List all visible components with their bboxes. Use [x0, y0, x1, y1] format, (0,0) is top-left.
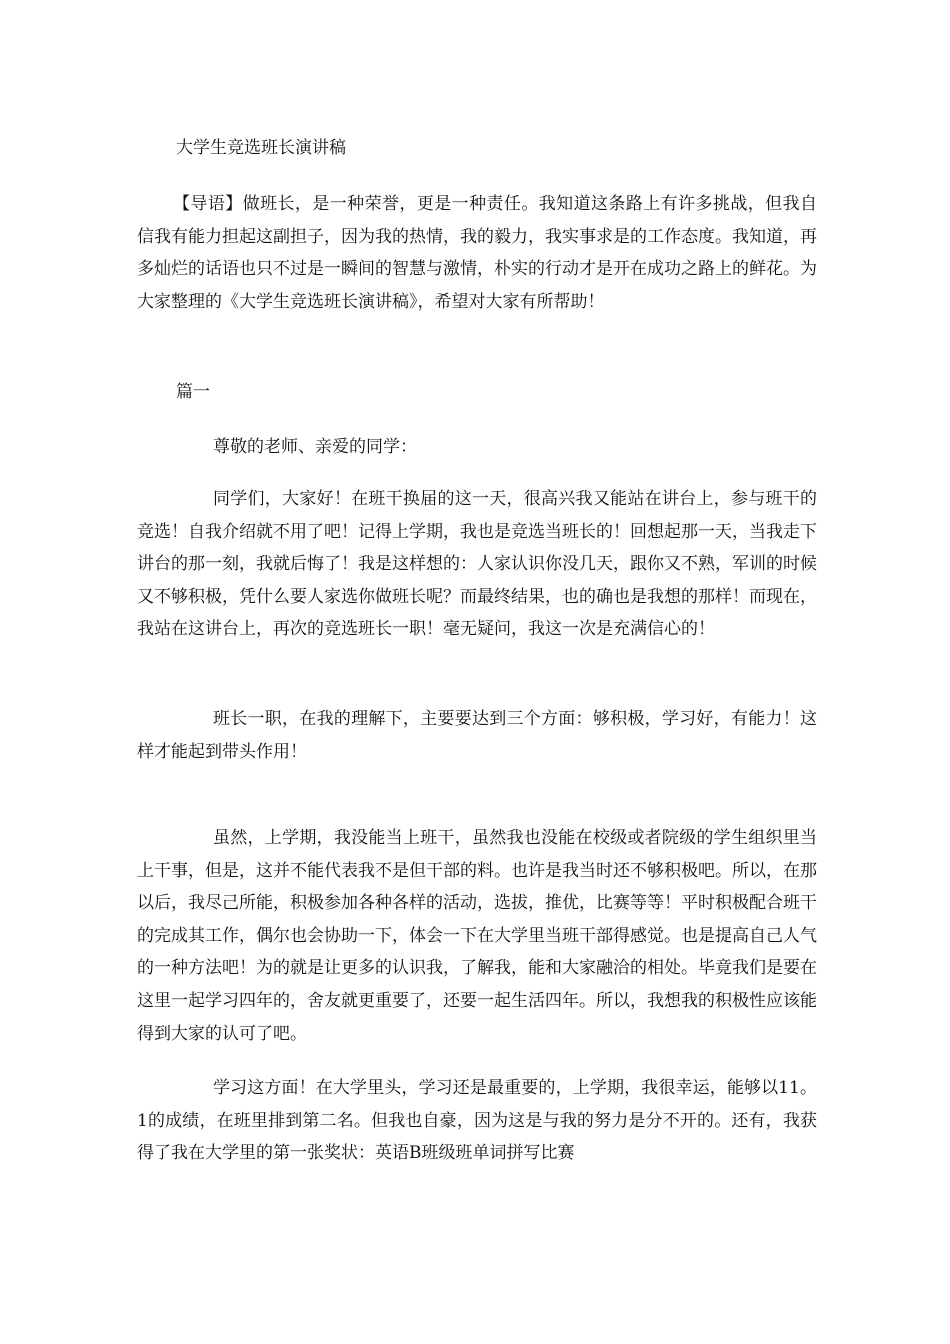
document-title: 大学生竞选班长演讲稿 — [176, 138, 346, 158]
section-heading: 篇一 — [176, 382, 210, 402]
body-paragraph-1: 同学们，大家好！在班干换届的这一天，很高兴我又能站在讲台上，参与班干的竞选！自我介绍就不用了吧！记得上学期，我也是竞选当班长的！回想起那一天，当我走下讲台的那一刻，我就后悔了！我是这样想的：人家认识你没几天，跟你又不熟，军训的时候又不够积极，凭什么要人家选你做班长呢？而最终结果，也的确也是我想的那样！而现在，我站在这讲台上，再次的竞选班长一职！毫无疑问，我这一次是充满信心的！ — [137, 489, 817, 640]
body-paragraph-3: 虽然，上学期，我没能当上班干，虽然我也没能在校级或者院级的学生组织里当上干事，但是，这并不能代表我不是但干部的料。也许是我当时还不够积极吧。所以，在那以后，我尽己所能，积极参加各种各样的活动，选拔，推优，比赛等等！平时积极配合班干的完成其工作，偶尔也会协助一下，体会一下在大学里当班干部得感觉。也是提高自己人气的一种方法吧！为的就是让更多的认识我，了解我，能和大家融洽的相处。毕竟我们是要在这里一起学习四年的，舍友就更重要了，还要一起生活四年。所以，我想我的积极性应该能得到大家的认可了吧。 — [137, 828, 817, 1044]
body-paragraph-4: 学习这方面！在大学里头，学习还是最重要的，上学期，我很幸运，能够以11。1的成绩，在班里排到第二名。但我也自豪，因为这是与我的努力是分不开的。还有，我获得了我在大学里的第一张奖状：英语B班级班单词拼写比赛 — [137, 1078, 817, 1164]
body-paragraph-2: 班长一职，在我的理解下，主要要达到三个方面：够积极，学习好，有能力！这样才能起到带头作用！ — [137, 709, 817, 762]
salutation: 尊敬的老师、亲爱的同学： — [213, 437, 417, 457]
intro-paragraph: 【导语】做班长，是一种荣誉，更是一种责任。我知道这条路上有许多挑战，但我自信我有能力担起这副担子，因为我的热情，我的毅力，我实事求是的工作态度。我知道，再多灿烂的话语也只不过是一瞬间的智慧与激情，朴实的行动才是开在成功之路上的鲜花。为大家整理的《大学生竞选班长演讲稿》，希望对大家有所帮助！ — [137, 194, 817, 312]
